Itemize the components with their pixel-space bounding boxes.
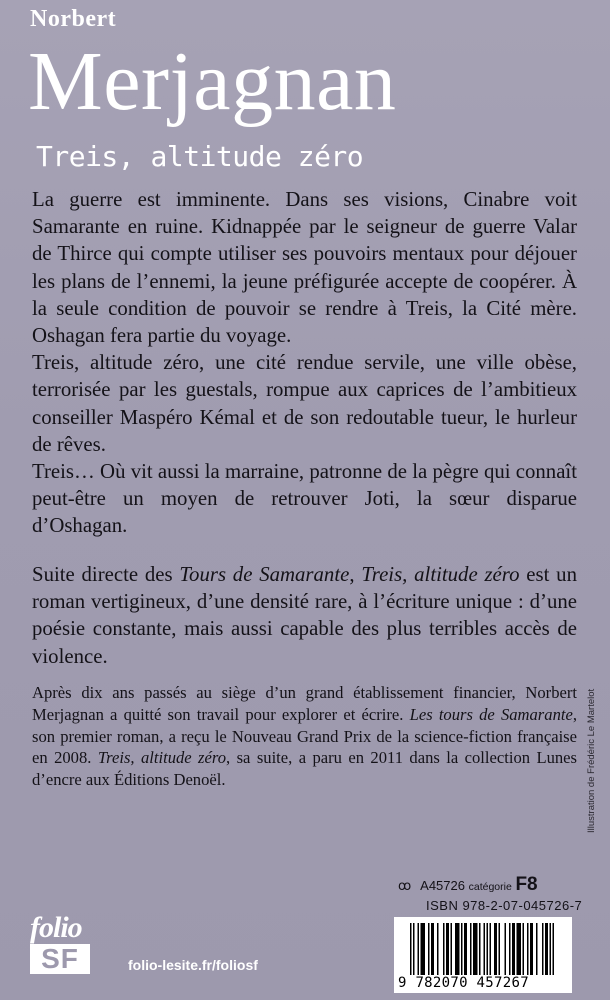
blurb-text: Suite directe des (32, 563, 180, 586)
barcode-bar (517, 923, 522, 975)
bio-text: Après dix ans passés au siège d’un grand établissement financier, Norbert Merjagnan a quitté son travail pour explorer et écrire. (32, 683, 577, 724)
barcode-bar (418, 923, 420, 975)
barcode-bar (527, 923, 529, 975)
barcode-bar (499, 923, 501, 975)
book-title: Treis, altitude zéro (36, 140, 364, 173)
article-number: A45726 (420, 878, 465, 893)
bio-text: , sa suite, a paru en 2011 dans la collection Lunes d’encre aux Éditions Denoël. (32, 748, 577, 790)
blurb-text: , (349, 563, 362, 586)
barcode-bars (410, 923, 560, 975)
barcode-bar (473, 923, 478, 975)
illustration-credit: Illustration de Frédéric Le Martelot (586, 688, 597, 833)
blurb-summary (32, 561, 577, 670)
blurb-book-title: Treis, altitude zéro (361, 563, 520, 586)
barcode-bar (479, 923, 481, 975)
barcode-bar (431, 923, 434, 975)
price-code: F8 (515, 874, 538, 895)
publisher-website: folio-lesite.fr/foliosf (128, 957, 258, 973)
author-last-name: Merjagnan (28, 35, 397, 128)
blurb-paragraph-1: La guerre est imminente. Dans ses visions, Cinabre voit Samarante en ruine. Kidnappée par le seigneur de guerre Valar de Thirce qui compte utiliser ses pouvoirs mentaux pour déjouer les plans de l’ennemi, la jeune préfigurée accepte de coopérer. À la seule condition de pouvoir se rendre à Treis, la Cité mère. Oshagan fera partie du voyage. (32, 188, 577, 348)
author-first-name: Norbert (30, 6, 117, 32)
author-bio (32, 682, 577, 791)
blurb-paragraph-2: Treis, altitude zéro, une cité rendue servile, une ville obèse, terrorisée par les guestals, rompue aux caprices de l’ambitieux conseiller Maspéro Kémal et de son redoutable tueur, le hurleur de rêves. (32, 351, 577, 456)
bio-first-novel-title: Les tours de Samarante (409, 704, 573, 724)
barcode-bar (446, 923, 449, 975)
isbn-number: ISBN 978-2-07-045726-7 (426, 898, 583, 913)
barcode-bar (512, 923, 515, 975)
barcode-bar (509, 923, 511, 975)
article-code-line (398, 874, 538, 896)
blurb-text: est un roman vertigineux, d’une densité rare, à l’écriture unique : d’une poésie constante, mais aussi capable des plus terribles accès de violence. (32, 563, 577, 668)
blurb-section (32, 186, 577, 540)
barcode-bar (523, 923, 525, 975)
barcode-bar (421, 923, 426, 975)
barcode-bar (550, 923, 552, 975)
bio-book-title: Treis, altitude zéro (97, 748, 227, 768)
barcode-bar (461, 923, 463, 975)
barcode-bar (536, 923, 538, 975)
blurb-paragraph-3: Treis… Où vit aussi la marraine, patronne de la pègre qui connaît peut-être un moyen de retrouver Joti, la sœur disparue d’Oshagan. (32, 460, 577, 538)
barcode-bar (443, 923, 445, 975)
barcode-bar (470, 923, 472, 975)
barcode-bar (464, 923, 467, 975)
barcode-bar (545, 923, 548, 975)
barcode-bar (494, 923, 497, 975)
category-label: catégorie (468, 881, 512, 893)
blurb-paragraph-4 (32, 561, 577, 670)
barcode-bar (487, 923, 489, 975)
barcode-bar (553, 923, 555, 975)
logo-sf-text: SF (30, 944, 90, 974)
barcode-bar (490, 923, 492, 975)
barcode-bar (505, 923, 507, 975)
barcode-bar (437, 923, 439, 975)
publisher-mark-icon: ꝏ (398, 878, 412, 893)
barcode-bar (410, 923, 412, 975)
barcode-bar (451, 923, 453, 975)
barcode-bar (413, 923, 415, 975)
barcode-digits: 9 782070 457267 (398, 975, 529, 991)
barcode-bar (530, 923, 533, 975)
bio-text: , son premier roman, a reçu le Nouveau Grand Prix de la science-fiction française en 2008. (32, 704, 577, 768)
barcode (394, 917, 572, 993)
logo-folio-text: folio (30, 911, 82, 944)
barcode-bar (484, 923, 486, 975)
blurb-series-title: Tours de Samarante (179, 563, 350, 586)
barcode-bar (455, 923, 460, 975)
publisher-logo (30, 911, 94, 974)
barcode-bar (542, 923, 544, 975)
barcode-bar (428, 923, 430, 975)
